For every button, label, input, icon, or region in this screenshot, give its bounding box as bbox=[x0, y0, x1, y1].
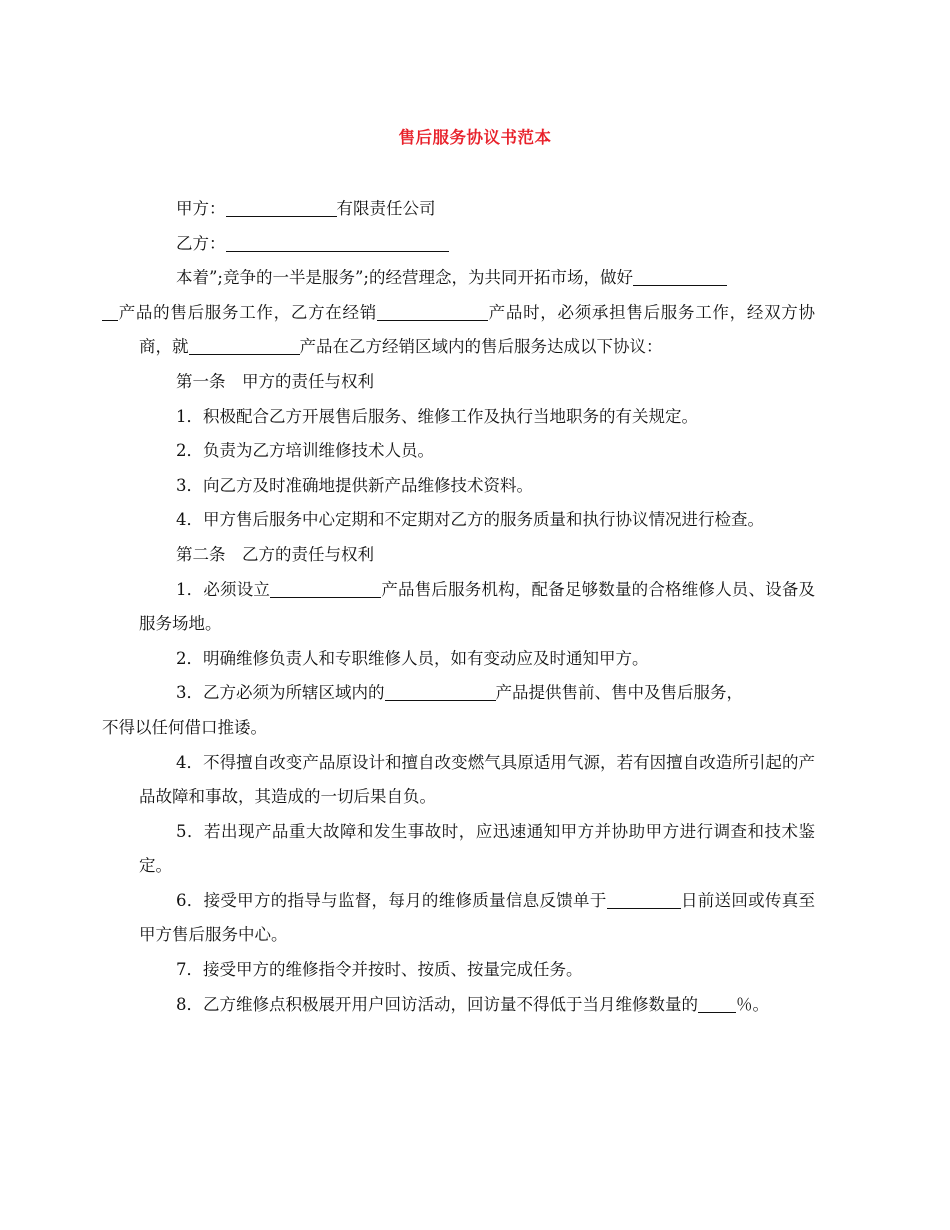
document-body bbox=[102, 192, 816, 1022]
preamble-part3: 产品时，必须承担售后服务工作，经双方协商，就 bbox=[139, 302, 816, 357]
preamble-part1: 本着”;竞争的一半是服务”;的经营理念，为共同开拓市场，做好 bbox=[176, 268, 633, 288]
service-blank-2 bbox=[385, 682, 496, 701]
a2-item1-pre: 1．必须设立 bbox=[176, 579, 271, 599]
article1-heading-text: 第一条 甲方的责任与权利 bbox=[176, 371, 374, 391]
a2-item8-post: ％。 bbox=[736, 994, 769, 1014]
service-blank-1 bbox=[270, 579, 381, 598]
a2-item8-pre: 8．乙方维修点积极展开用户回访活动，回访量不得低于当月维修数量的 bbox=[176, 994, 698, 1014]
preamble-paragraph bbox=[118, 261, 816, 365]
product-blank-2 bbox=[377, 302, 488, 321]
article2-item-2 bbox=[139, 642, 815, 677]
product-blank-1-cont bbox=[102, 302, 118, 321]
document-title: 售后服务协议书范本 bbox=[398, 128, 552, 147]
article2-heading bbox=[139, 538, 815, 573]
article2-item-4 bbox=[139, 746, 815, 815]
preamble-part4: 产品在乙方经销区域内的售后服务达成以下协议： bbox=[299, 337, 663, 357]
preamble-part2: 产品的售后服务工作，乙方在经销 bbox=[118, 302, 377, 322]
party-a-label: 甲方： bbox=[176, 199, 226, 218]
article2-item-1 bbox=[139, 573, 815, 642]
a2-item4: 4．不得擅自改变产品原设计和擅自改变燃气具原适用气源，若有因擅自改造所引起的产品故障和事故，其造成的一切后果自负。 bbox=[139, 752, 815, 807]
article2-heading-text: 第二条 乙方的责任与权利 bbox=[176, 544, 374, 564]
product-blank-3 bbox=[189, 336, 300, 355]
article2-item-8 bbox=[139, 988, 815, 1023]
article1-item-text: 2．负责为乙方培训维修技术人员。 bbox=[176, 441, 434, 461]
article1-item-3 bbox=[139, 469, 815, 504]
article1-item-2 bbox=[139, 434, 815, 469]
a2-item3-pre: 3．乙方必须为所辖区域内的 bbox=[176, 683, 385, 703]
a2-item5: 5．若出现产品重大故障和发生事故时，应迅速通知甲方并协助甲方进行调查和技术鉴定。 bbox=[139, 821, 815, 876]
article2-item-6 bbox=[139, 884, 815, 953]
article1-heading bbox=[139, 365, 815, 400]
product-blank-1 bbox=[633, 267, 727, 286]
party-a-name-blank bbox=[226, 198, 337, 217]
article1-item-text: 1．积极配合乙方开展售后服务、维修工作及执行当地职务的有关规定。 bbox=[176, 406, 698, 426]
percent-blank bbox=[698, 994, 736, 1013]
a2-item6-pre: 6．接受甲方的指导与监督，每月的维修质量信息反馈单于 bbox=[176, 890, 607, 910]
a2-item7: 7．接受甲方的维修指令并按时、按质、按量完成任务。 bbox=[176, 960, 583, 980]
party-a-suffix: 有限责任公司 bbox=[336, 199, 436, 218]
a2-item1-post: 产品售后服务机构，配备足够数量的合格维修人员、设备及服务场地。 bbox=[139, 579, 815, 634]
article1-item-text: 3．向乙方及时准确地提供新产品维修技术资料。 bbox=[176, 475, 533, 495]
article2-item-3 bbox=[102, 676, 815, 745]
party-b-line bbox=[139, 227, 815, 262]
article1-item-4 bbox=[139, 503, 815, 538]
a2-item2: 2．明确维修负责人和专职维修人员，如有变动应及时通知甲方。 bbox=[176, 648, 649, 668]
article1-item-text: 4．甲方售后服务中心定期和不定期对乙方的服务质量和执行协议情况进行检查。 bbox=[176, 510, 764, 530]
date-blank bbox=[607, 890, 681, 909]
article2-item-7 bbox=[139, 953, 815, 988]
a2-item3-line2: 不得以任何借口推诿。 bbox=[102, 717, 267, 737]
party-b-label: 乙方： bbox=[176, 233, 226, 253]
article1-item-1 bbox=[139, 400, 815, 435]
a2-item3-post: 产品提供售前、售中及售后服务， bbox=[495, 683, 743, 703]
party-b-name-blank bbox=[226, 233, 449, 252]
article2-item-5 bbox=[139, 815, 815, 884]
a2-item6-post: 日前送回或传真至甲方售后服务中心。 bbox=[139, 890, 816, 945]
party-a-line bbox=[139, 192, 815, 227]
